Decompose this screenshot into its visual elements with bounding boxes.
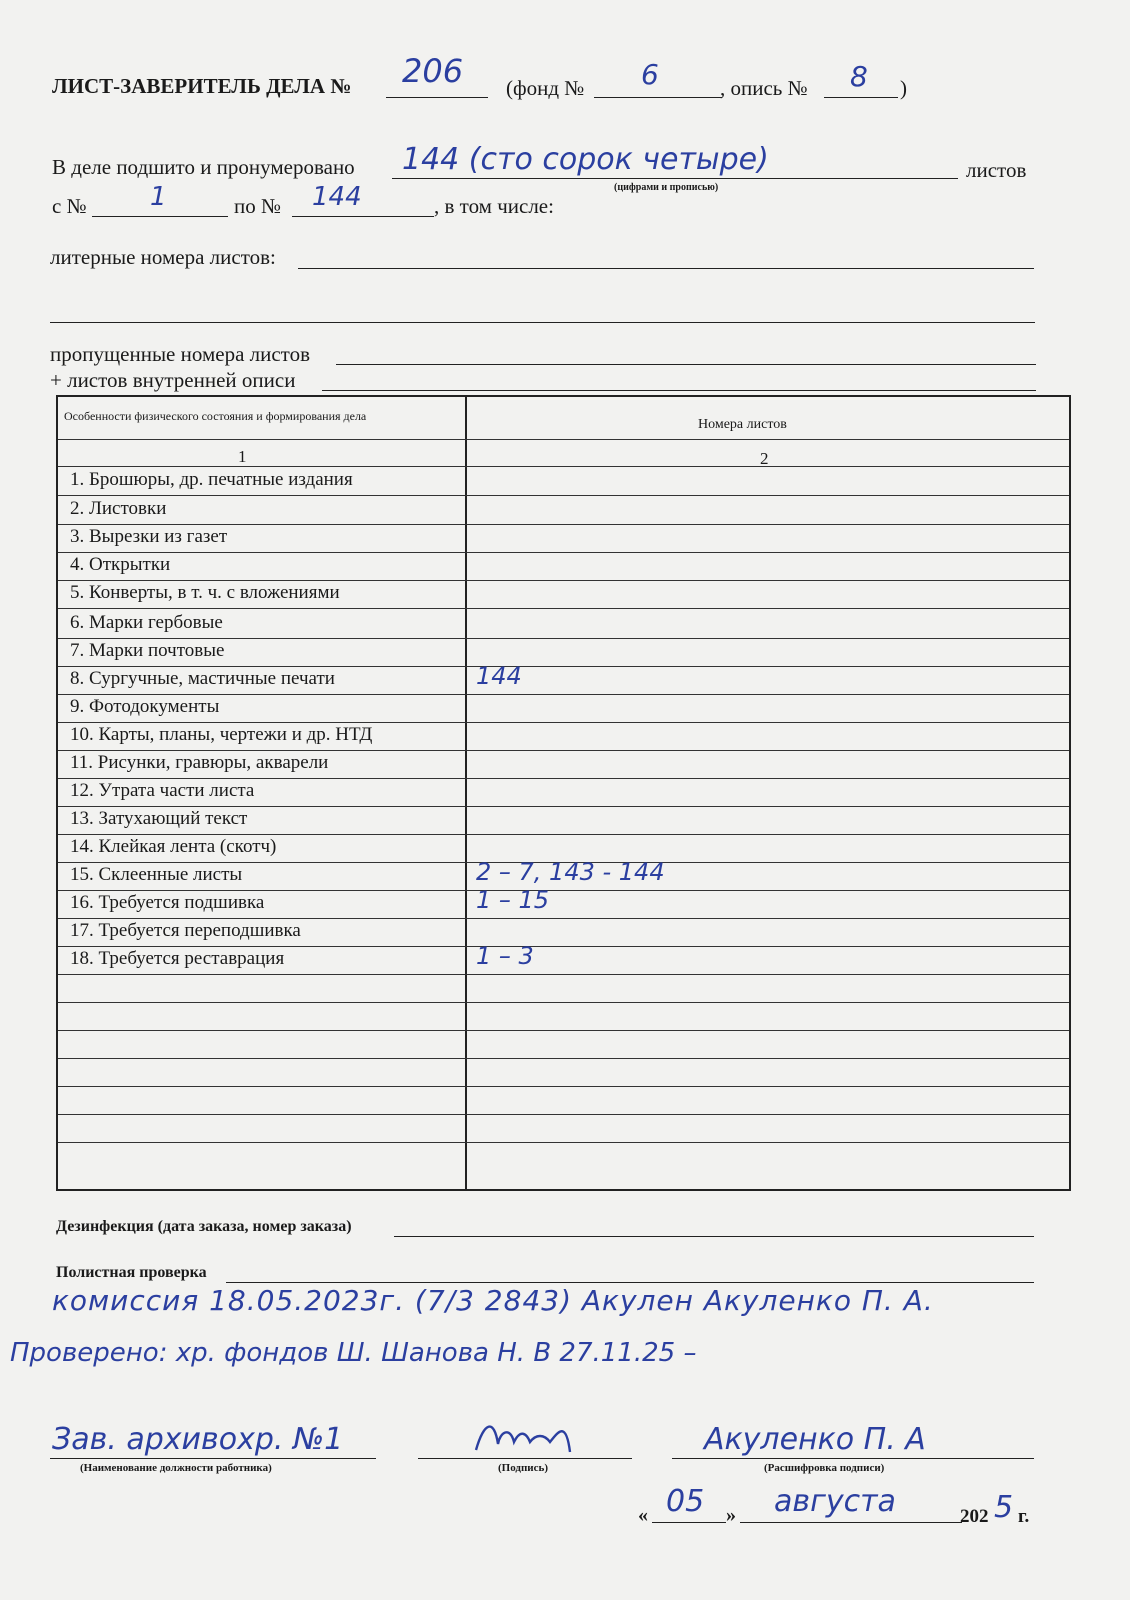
row-rule: [58, 890, 1069, 891]
row-rule: [58, 580, 1069, 581]
disinfection-line: [394, 1236, 1034, 1237]
row-rule: [58, 694, 1069, 695]
row-rule: [58, 946, 1069, 947]
to-label: по №: [234, 194, 282, 218]
day-line: [652, 1522, 726, 1523]
row-rule: [58, 722, 1069, 723]
date-month: августа: [774, 1484, 896, 1519]
name-value: Акуленко П. А: [704, 1422, 926, 1457]
column-divider: [465, 397, 467, 1189]
from-value: 1: [150, 182, 167, 212]
row-rule: [58, 806, 1069, 807]
missing-line: [336, 364, 1036, 365]
name-caption: (Расшифровка подписи): [764, 1462, 885, 1474]
number-rule: [58, 466, 1069, 467]
empty-row-rule: [58, 1030, 1069, 1031]
from-line: [92, 216, 228, 217]
header-rule: [58, 439, 1069, 440]
check-line: [226, 1282, 1034, 1283]
row-value: 1 – 15: [476, 886, 550, 914]
date-open: «: [638, 1504, 648, 1526]
col1-number: 1: [238, 447, 247, 466]
fond-label: (фонд №: [506, 76, 585, 100]
empty-row-rule: [58, 1142, 1069, 1143]
row-rule: [58, 834, 1069, 835]
position-caption: (Наименование должности работника): [80, 1462, 272, 1474]
row-rule: [58, 495, 1069, 496]
row-label: 7. Марки почтовые: [70, 640, 225, 661]
opis-number: 8: [850, 60, 868, 93]
disinfection-label: Дезинфекция (дата заказа, номер заказа): [56, 1218, 352, 1235]
row-label: 4. Открытки: [70, 554, 171, 575]
empty-row-rule: [58, 1086, 1069, 1087]
row-rule: [58, 638, 1069, 639]
position-line: [50, 1458, 376, 1459]
row-label: 6. Марки гербовые: [70, 612, 223, 633]
check-label: Полистная проверка: [56, 1264, 207, 1281]
row-label: 18. Требуется реставрация: [70, 948, 285, 969]
row-rule: [58, 552, 1069, 553]
form-title: ЛИСТ-ЗАВЕРИТЕЛЬ ДЕЛА №: [52, 74, 352, 98]
row-rule: [58, 608, 1069, 609]
verified-note: Проверено: хр. фондов Ш. Шанова Н. В 27.11.25 –: [10, 1338, 697, 1368]
missing-label: пропущенные номера листов: [50, 342, 310, 366]
row-label: 1. Брошюры, др. печатные издания: [70, 469, 353, 490]
date-close: »: [726, 1504, 736, 1526]
fond-number: 6: [641, 58, 659, 91]
count-line: [392, 178, 958, 179]
row-rule: [58, 666, 1069, 667]
col2-header: Номера листов: [698, 417, 787, 432]
row-label: 13. Затухающий текст: [70, 808, 248, 829]
inner-line: [322, 390, 1036, 391]
row-label: 14. Клейкая лента (скотч): [70, 836, 277, 857]
signature-image: [470, 1412, 590, 1460]
fond-line: [594, 97, 722, 98]
opis-line: [824, 97, 898, 98]
case-number: 206: [402, 52, 464, 90]
row-label: 17. Требуется переподшивка: [70, 920, 301, 941]
close-paren: ): [900, 76, 907, 100]
row-value: 144: [476, 662, 522, 690]
row-rule: [58, 974, 1069, 975]
signature-line: [418, 1458, 632, 1459]
row-label: 15. Склеенные листы: [70, 864, 243, 885]
row-rule: [58, 750, 1069, 751]
signature-caption: (Подпись): [498, 1462, 549, 1474]
empty-row-rule: [58, 1058, 1069, 1059]
col1-header: Особенности физического состояния и формирования дела: [64, 409, 367, 423]
row-label: 10. Карты, планы, чертежи и др. НТД: [70, 724, 373, 745]
count-hint: (цифрами и прописью): [614, 182, 719, 193]
date-year-prefix: 202: [960, 1506, 989, 1527]
check-note: комиссия 18.05.2023г. (7/3 2843) Акулен Акуленко П. А.: [52, 1284, 934, 1317]
case-no-line: [386, 97, 488, 98]
count-value: 144 (сто сорок четыре): [402, 142, 769, 177]
empty-row-rule: [58, 1114, 1069, 1115]
row-value: 2 – 7, 143 - 144: [476, 858, 665, 886]
liter-line: [298, 268, 1034, 269]
row-label: 11. Рисунки, гравюры, акварели: [70, 752, 329, 773]
position-value: Зав. архивохр. №1: [52, 1422, 344, 1457]
count-label: В деле подшито и пронумеровано: [52, 155, 355, 179]
row-value: 1 – 3: [476, 942, 534, 970]
from-label: с №: [52, 194, 87, 218]
row-rule: [58, 918, 1069, 919]
row-label: 2. Листовки: [70, 498, 167, 519]
count-unit: листов: [966, 158, 1027, 182]
month-line: [740, 1522, 962, 1523]
row-label: 8. Сургучные, мастичные печати: [70, 668, 335, 689]
to-line: [292, 216, 434, 217]
date-year-digit: 5: [994, 1490, 1014, 1525]
date-suffix: г.: [1018, 1506, 1030, 1527]
row-label: 16. Требуется подшивка: [70, 892, 265, 913]
including-label: , в том числе:: [434, 194, 554, 218]
row-rule: [58, 778, 1069, 779]
empty-row-rule: [58, 1002, 1069, 1003]
row-label: 5. Конверты, в т. ч. с вложениями: [70, 582, 340, 603]
name-line: [672, 1458, 1034, 1459]
row-label: 3. Вырезки из газет: [70, 526, 228, 547]
col2-number: 2: [760, 449, 769, 468]
row-label: 12. Утрата части листа: [70, 780, 255, 801]
liter-line-2: [50, 322, 1035, 323]
condition-table: [56, 395, 1071, 1191]
inner-label: + листов внутренней описи: [50, 368, 296, 392]
liter-label: литерные номера листов:: [50, 245, 276, 269]
opis-label: , опись №: [720, 76, 808, 100]
row-rule: [58, 524, 1069, 525]
row-label: 9. Фотодокументы: [70, 696, 220, 717]
date-day: 05: [666, 1484, 705, 1519]
to-value: 144: [312, 182, 362, 212]
